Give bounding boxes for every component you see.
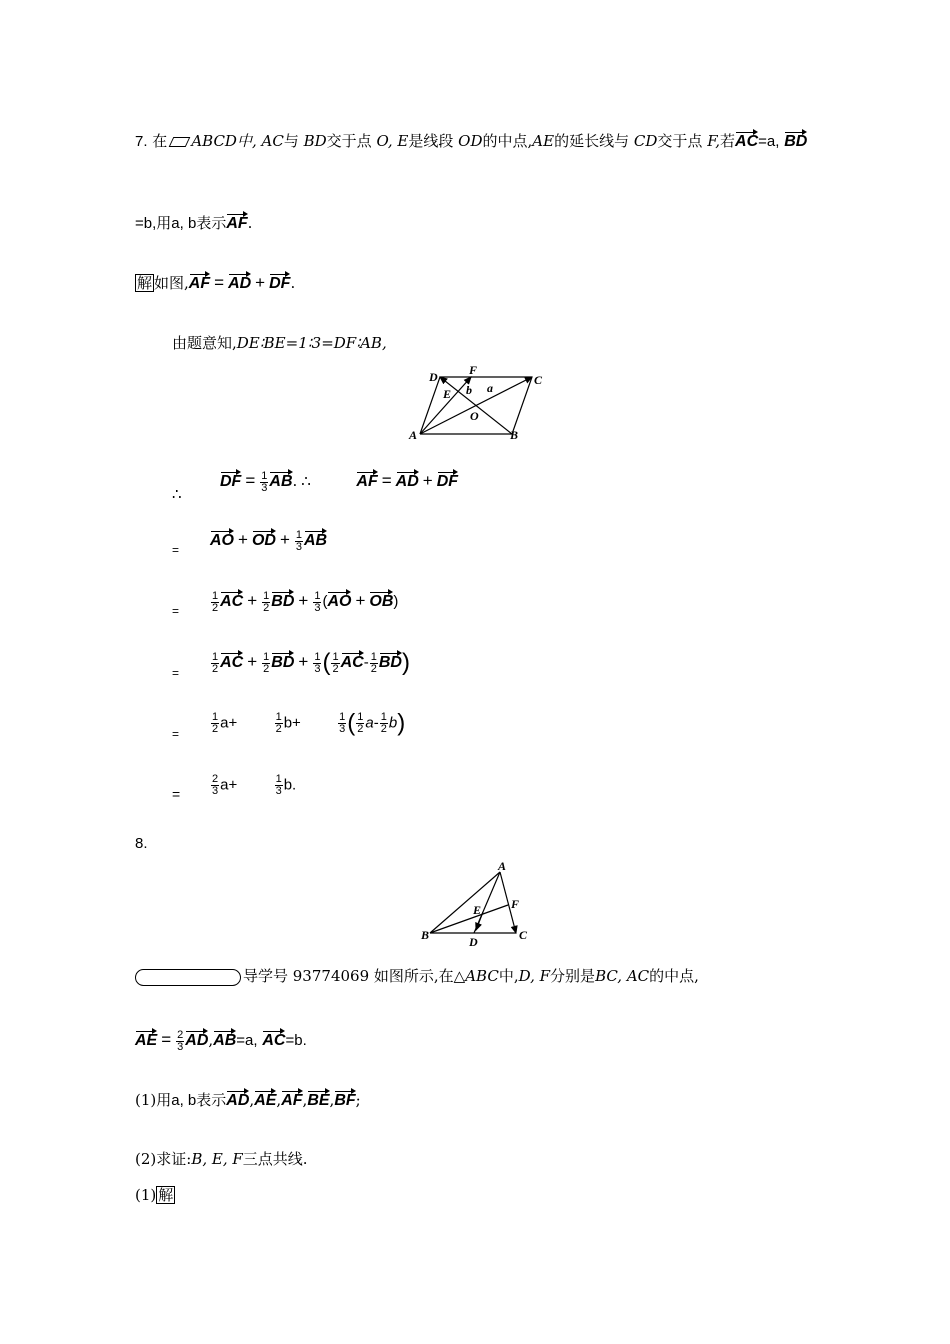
p7-derivation-line-5: $\frac{1}{2}$ a+ $\frac{1}{2}$ b+ $\frac{1}{3}$ ( $\frac{1}{2}$ a- $\frac{1}{2}$ b) bbox=[212, 709, 406, 737]
p7-derivation-line-1: DF = $\frac{1}{3}$ AB. ∴ AF = AD + DF bbox=[220, 469, 459, 494]
p8-number: 8. bbox=[135, 835, 148, 852]
p7-statement-cont: =b,用a, b表示AF. bbox=[135, 214, 253, 232]
fig8-label-e: E bbox=[473, 903, 482, 917]
p8-vector-definitions: AE = $\frac{2}{3}$ AD,AB=a, AC=b. bbox=[135, 1028, 307, 1053]
therefore-symbol: ∴ bbox=[172, 485, 182, 503]
fig8-label-b: B bbox=[421, 928, 430, 942]
equals-sign: = bbox=[172, 727, 180, 741]
equals-sign: = bbox=[172, 666, 180, 680]
p8-answer-1-start: (1) 解 bbox=[135, 1186, 174, 1204]
fig8-label-d: D bbox=[469, 935, 478, 949]
p7-derivation-line-3: $\frac{1}{2}$ AC + $\frac{1}{2}$ BD + $\frac{1}{3}$ (AO + OB) bbox=[212, 589, 399, 614]
fig7-label-a-vec: a bbox=[487, 381, 493, 395]
fig7-label-f: F bbox=[469, 365, 478, 377]
p7-solution-intro: 解 如图,AF = AD + DF. bbox=[137, 273, 296, 292]
fig7-label-a: A bbox=[409, 428, 418, 442]
p7-derivation-line-4: $\frac{1}{2}$ AC + $\frac{1}{2}$ BD + $\frac{1}{3}$ ( $\frac{1}{2}$ AC- $\frac{1}{2}$ BD) bbox=[212, 649, 410, 676]
equals-sign: = bbox=[172, 543, 180, 557]
p7-final-answer: $\frac{2}{3}$ a+ $\frac{1}{3}$ b. bbox=[212, 773, 297, 797]
solution-box: 解 bbox=[158, 1186, 174, 1204]
triangle-figure bbox=[418, 860, 533, 950]
vector-ac: AC bbox=[735, 130, 758, 150]
p7-derivation-line-2: AO + OD + $\frac{1}{3}$ AB bbox=[210, 528, 328, 553]
p7-statement: 7. 在 ABCD中, AC与 BD交于点 O, E是线段 OD的中点,AE的延长线与 CD交于点 F,若AC=a, BD bbox=[135, 132, 808, 150]
vector-af: AF bbox=[226, 212, 247, 232]
fig8-label-f: F bbox=[511, 897, 520, 911]
p7-number: 7. bbox=[135, 133, 148, 150]
p8-question-1: (1)用a, b表示AD,AE,AF,BE,BF; bbox=[135, 1091, 361, 1109]
fig7-label-c: C bbox=[534, 373, 543, 387]
fig7-label-b-vec: b bbox=[466, 383, 472, 397]
fig8-label-c: C bbox=[519, 928, 528, 942]
solution-box: 解 bbox=[137, 274, 153, 292]
fig7-label-b: B bbox=[510, 428, 519, 442]
equals-sign: = bbox=[172, 786, 181, 802]
vector-bd: BD bbox=[784, 130, 807, 150]
fig7-label-d: D bbox=[429, 370, 438, 384]
p8-statement: 导学号 93774069 如图所示,在△ABC中,D, F分别是BC, AC的中点, bbox=[135, 966, 699, 986]
parallelogram-icon bbox=[169, 137, 191, 147]
equals-sign: = bbox=[172, 604, 180, 618]
parallelogram-figure bbox=[405, 365, 555, 445]
fig8-label-a: A bbox=[498, 860, 507, 873]
guide-number-badge bbox=[135, 969, 241, 986]
p8-question-2: (2)求证:B, E, F三点共线. bbox=[135, 1150, 308, 1168]
fig7-label-e: E bbox=[443, 387, 452, 401]
fig7-label-o: O bbox=[470, 409, 479, 423]
p7-ratio-line: 由题意知,DE∶BE=1∶3=DF∶AB, bbox=[172, 334, 387, 352]
